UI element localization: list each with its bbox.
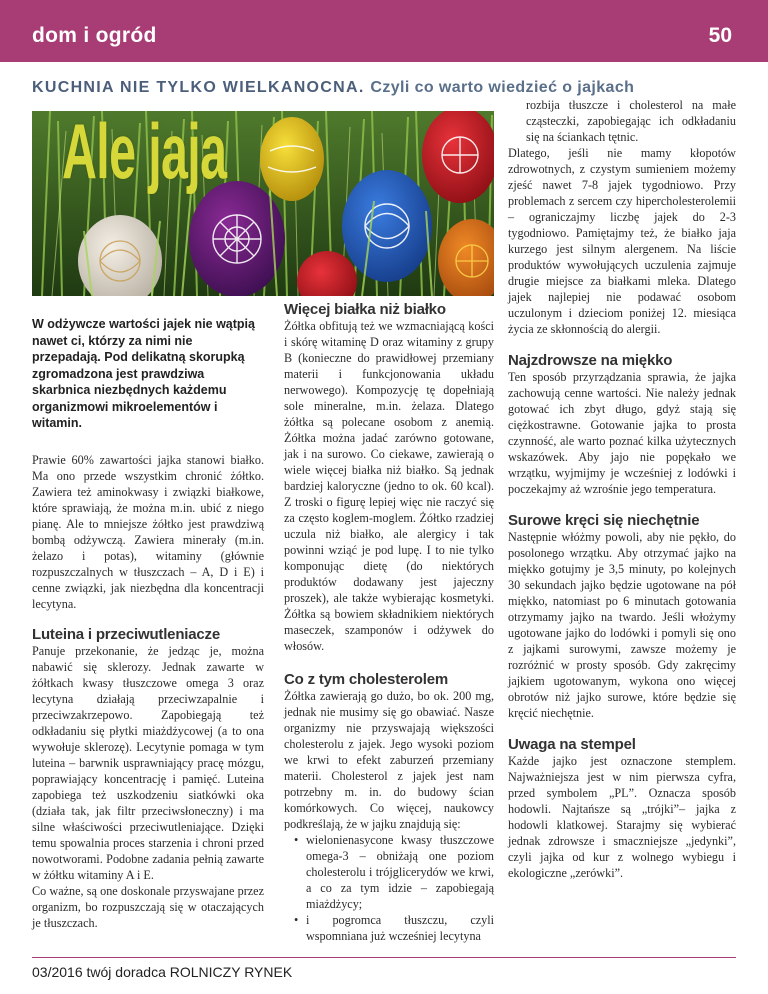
col1-body: Panuje przekonanie, że jedząc je, można nabawić się sklerozy. Jednak zawarte w żółtkach kwasy tłuszczowe omega 3 oraz lecytyna działają przeciwzapalnie i przeciwzakrzepowo. Zapobiegają też odkładaniu się płytki miażdżycowej (a to ona wywołuje sklerozę). Lecytynie pomaga w tym luteina – barwnik usprawniający pracę mózgu, poprawiający koncentrację i pamięć. Luteina zapobiega też uszkodzeniu siatkówki oka (działa tak, jak filtr przeciwsłoneczny) i ma silne właściwości przeciwutleniające. Dzięki temu spowalnia proces starzenia i chroni przed nowotworami. Podobne zadania pełnią zawarte w żółtku witaminy A i E. [32, 643, 264, 882]
footer-divider [32, 957, 736, 958]
heading-wiecej-bialka: Więcej białka niż białko [284, 301, 446, 318]
egg-yellow [260, 117, 324, 201]
col3-continuation: rozbija tłuszcze i cholesterol na małe cząsteczki, zapobiegając ich odkładaniu się na ściankach tętnic. [526, 98, 736, 144]
column-3 [508, 97, 736, 881]
page-footer: 03/2016 twój doradca ROLNICZY RYNEK [32, 964, 293, 980]
list-item: • wielonienasycone kwasy tłuszczowe omega-3 – obniżają one poziom cholesterolu i trójglicerydów we krwi, a co za tym idzie – zapobiegają miażdżycy; [284, 832, 494, 912]
section-title: dom i ogród [32, 24, 157, 47]
heading-stempel: Uwaga na stempel [508, 736, 636, 753]
article-kicker [32, 79, 634, 97]
col3-body3: Każde jajko jest oznaczone stemplem. Najważniejsza jest w nim pierwsza cyfra, przed symbolem „PL”. Oznacza sposób hodowli. Najtańsze są „trójki”– jajka z hodowli klatkowej. Starajmy się wybierać jednak zdrowsze i smaczniejsze „jedynki”, czyli jajka od kur z wolnego wybiegu i ekologiczne „zerówki”. [508, 754, 736, 880]
col2-body2: Żółtka zawierają go dużo, bo ok. 200 mg, jednak nie musimy się go obawiać. Nasze organizmy nie przyswajają większości cholesterolu z jajek. Jego wysoki poziom we krwi to efekt zaburzeń przemiany materii. Cholesterol z jajek jest nam potrzebny m. in. do budowy ścian komórkowych. Co więcej, naukowcy podkreślają, że w jajku znajdują się: [284, 689, 494, 831]
heading-luteina: Luteina i przeciwutleniacze [32, 625, 220, 643]
kicker-strong: KUCHNIA NIE TYLKO WIELKANOCNA. [32, 79, 365, 96]
egg-blue [342, 170, 432, 282]
col1-body2: Co ważne, są one doskonale przyswajane przez organizm, bo rozpuszczają się w otaczających je tłuszczach. [32, 883, 264, 930]
list-item: • i pogromca tłuszczu, czyli wspomniana już wcześniej lecytyna [284, 912, 494, 944]
cholesterol-list [284, 832, 494, 944]
page-number: 50 [708, 24, 732, 47]
heading-surowe: Surowe kręci się niechętnie [508, 512, 700, 529]
col3-body2: Następnie włóżmy powoli, aby nie pękło, do posolonego wrzątku. Aby otrzymać jajko na miękko gotujmy je 3,5 minuty, po kolejnych 30 sekundach jajko będzie ugotowane na pół miękko, natomiast po 6 minutach gotowania otrzymamy jajko na twardo. Jeśli włożymy ugotowane jajko do lodówki i pomyli się ono z jajkami surowymi, zawsze możemy je rozróżnić w prosty sposób. Gdy zakręcimy jajkiem ugotowanym, wykona ono więcej obrotów niż jajko surowe, które będzie się kręcić niechętnie. [508, 530, 736, 720]
column-1 [32, 316, 264, 931]
col3-body1: Ten sposób przyrządzania sprawia, że jajka zachowują cenne wartości. Nie należy jednak gotować ich zbyt długo, gdyż stają się ciężkostrawne. Gotowanie jajka to prosta czynność, ale warto poznać kilka użytecznych wskazówek. Aby jajo nie popękało we wrzątku, wyjmijmy je wcześniej z lodówki i poczekajmy aż wzrośnie jego temperatura. [508, 370, 736, 496]
kicker-rest: Czyli co warto wiedzieć o jajkach [370, 79, 635, 96]
page-header [0, 0, 768, 62]
article-lead: W odżywcze wartości jajek nie wątpią nawet ci, którzy za nimi nie przepadają. Pod delikatną skorupką zgromadzona jest prawdziwa skarbnica niezbędnych każdemu organizmowi mikroelementów i witamin. [32, 317, 255, 430]
photo-title: Ale jaja [62, 107, 227, 195]
col2-body1: Żółtka obfitują też we wzmacniającą kości i skórę witaminę D oraz witaminy z grupy B (konieczne do prawidłowej przemiany materii i funkcjonowania układu nerwowego). Kompozycję tę dopełniają sole mineralne, m.in. żelaza. Dlatego żółtka są polecane osobom z anemią. Żółtka można jadać zarówno gotowane, jak i na surowo. Co ciekawe, zawierają o wiele więcej białka niż białko. Są jednak bardziej kaloryczne (jedno to ok. 60 kcal). Z troski o figurę lepiej więc nie raczyć się za często koglem-moglem. Żółtko rzadziej uczula niż białko, ale alergicy i tak powinni wziąć je pod lupę. I to nie tylko komponując dietę (do niektórych produktów dodawany jest jajeczny proszek), ale także wybierając kosmetyki. Żółtka są bowiem składnikiem niektórych maseczek, szamponów i odżywek do włosów. [284, 319, 494, 653]
column-2 [284, 302, 494, 944]
col3-body0: Dlatego, jeśli nie mamy kłopotów zdrowotnych, z czystym sumieniem możemy zjeść nawet 7-8 jajek tygodniowo. Przy problemach z sercem czy hipercholesterolemii – ograniczajmy liczbę jajek do 2-3 tygodniowo. Pamiętajmy też, że białko jaja kurzego jest silnym alergenem. Na liście produktów wywołujących uczulenia zajmuje drugie miejsce za białkami mleka. Dlatego jajek najlepiej nie podawać osobom uczulonym i dzieciom poniżej 12. miesiąca życia ze skłonnością do alergii. [508, 146, 736, 336]
heading-cholesterol: Co z tym cholesterolem [284, 671, 448, 688]
col1-intro: Prawie 60% zawartości jajka stanowi białko. Ma ono przede wszystkim chronić żółtko. Zawiera też aminokwasy i związki białkowe, które sprawiają, że można m.in. ubić z niego pianę. Ale to mniejsze żółtko jest prawdziwą bombą odżywczą. Zawiera minerały (m.in. żelazo i potas), witaminy (głównie rozpuszczalnych w tłuszczach – A, D i E) i cenne związki, jak niezbędna dla koncentracji lecytyna. [32, 452, 264, 611]
heading-najzdrowsze: Najzdrowsze na miękko [508, 352, 673, 369]
